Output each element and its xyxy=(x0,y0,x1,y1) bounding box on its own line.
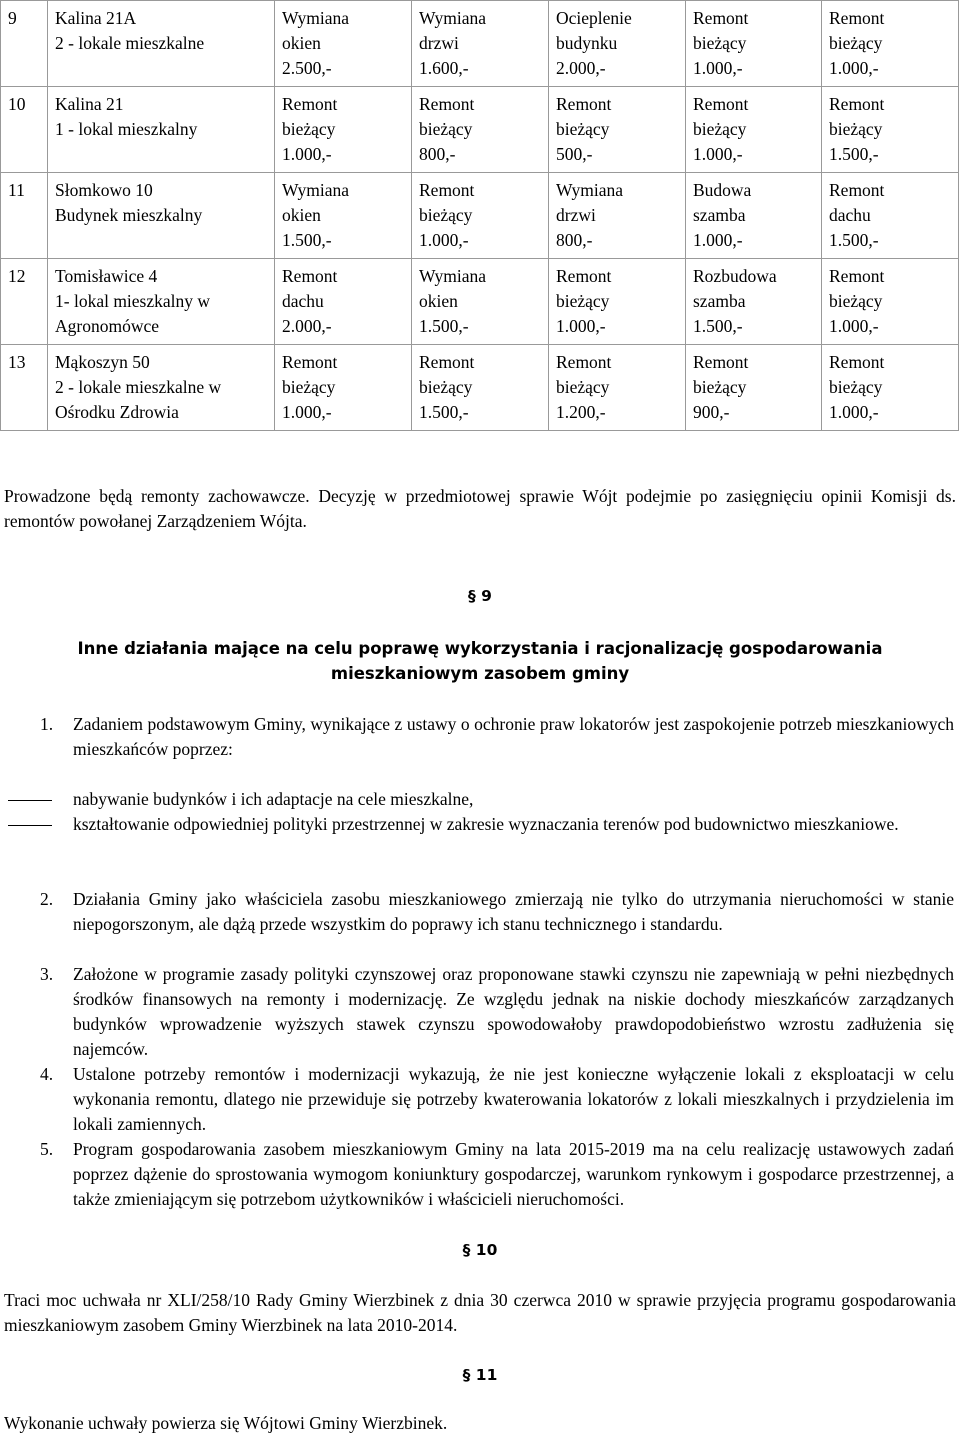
repair-cell: Remont bieżący 1.000,- xyxy=(822,1,959,87)
item-number: 5. xyxy=(40,1139,54,1159)
repair-cell: Wymiana drzwi 800,- xyxy=(549,173,686,259)
row-address: Mąkoszyn 50 2 - lokale mieszkalne w Ośrodku Zdrowia xyxy=(48,345,275,431)
item-number: 2. xyxy=(40,889,54,909)
repair-cell: Remont bieżący 1.500,- xyxy=(822,87,959,173)
repair-cell: Ocieplenie budynku 2.000,- xyxy=(549,1,686,87)
repair-cell: Remont bieżący 1.000,- xyxy=(275,87,412,173)
row-address: Tomisławice 4 1- lokal mieszkalny w Agronomówce xyxy=(48,259,275,345)
item-number: 1. xyxy=(40,714,54,734)
repair-cell: Rozbudowa szamba 1.500,- xyxy=(686,259,822,345)
section-9-heading: Inne działania mające na celu poprawę wykorzystania i racjonalizację gospodarowania mieszkaniowym zasobem gminy xyxy=(77,639,883,683)
item-number: 4. xyxy=(40,1064,54,1084)
row-number: 12 xyxy=(1,259,48,345)
repair-cell: Remont bieżący 1.000,- xyxy=(412,173,549,259)
item-text: Działania Gminy jako właściciela zasobu mieszkaniowego zmierzają nie tylko do utrzymania nieruchomości w stanie niepogorszonym, ale dążą przede wszystkim do poprawy ich stanu technicznego i standardu. xyxy=(73,889,954,934)
item-number: 3. xyxy=(40,964,54,984)
repair-cell: Wymiana okien 2.500,- xyxy=(275,1,412,87)
section-9-mark: § 9 xyxy=(468,587,492,605)
repair-cell: Remont dachu 2.000,- xyxy=(275,259,412,345)
repair-cell: Remont bieżący 900,- xyxy=(686,345,822,431)
row-number: 10 xyxy=(1,87,48,173)
dash-bullet xyxy=(8,825,52,826)
table-row xyxy=(1,173,959,259)
repair-cell: Remont bieżący 1.000,- xyxy=(686,1,822,87)
item-text: Program gospodarowania zasobem mieszkaniowym Gminy na lata 2015-2019 ma na celu realizację ustawowych zadań poprzez dążenie do sprostowania wymogom koniunktury gospodarczej, warunkom rynkowym i gospodarce przestrzennej, a także zmieniającym się potrzebom użytkowników i właścicieli nieruchomości. xyxy=(73,1139,954,1209)
repair-cell: Remont bieżący 1.000,- xyxy=(686,87,822,173)
section-10-mark: § 10 xyxy=(462,1241,498,1259)
row-address: Kalina 21A 2 - lokale mieszkalne xyxy=(48,1,275,87)
table-row xyxy=(1,259,959,345)
dash-bullet xyxy=(8,800,52,801)
repair-cell: Remont bieżący 1.500,- xyxy=(412,345,549,431)
table-row xyxy=(1,1,959,87)
table-row xyxy=(1,345,959,431)
repair-cell: Remont bieżący 500,- xyxy=(549,87,686,173)
repair-cell: Remont bieżący 800,- xyxy=(412,87,549,173)
row-number: 11 xyxy=(1,173,48,259)
row-number: 9 xyxy=(1,1,48,87)
item-text: Ustalone potrzeby remontów i modernizacji wykazują, że nie jest konieczne wyłączenie lokali z eksploatacji w celu wykonania remontu, dlatego nie przewiduje się potrzeby kwaterowania lokatorów z lokali mieszkalnych i przydzielenia im lokali zamiennych. xyxy=(73,1064,954,1134)
repairs-table xyxy=(0,0,959,431)
bullet-text: nabywanie budynków i ich adaptacje na cele mieszkalne, xyxy=(73,789,474,809)
item-text: Zadaniem podstawowym Gminy, wynikające z ustawy o ochronie praw lokatorów jest zaspokojenie potrzeb mieszkaniowych mieszkańców poprzez: xyxy=(73,714,954,759)
repair-cell: Remont bieżący 1.000,- xyxy=(822,259,959,345)
repair-cell: Remont bieżący 1.000,- xyxy=(822,345,959,431)
row-address: Słomkowo 10 Budynek mieszkalny xyxy=(48,173,275,259)
repair-cell: Remont bieżący 1.000,- xyxy=(275,345,412,431)
repair-cell: Wymiana drzwi 1.600,- xyxy=(412,1,549,87)
section-11-text: Wykonanie uchwały powierza się Wójtowi Gminy Wierzbinek. xyxy=(4,1413,448,1433)
repair-cell: Wymiana okien 1.500,- xyxy=(412,259,549,345)
repair-cell: Wymiana okien 1.500,- xyxy=(275,173,412,259)
section-10-text: Traci moc uchwała nr XLI/258/10 Rady Gminy Wierzbinek z dnia 30 czerwca 2010 w sprawie przyjęcia programu gospodarowania mieszkaniowym zasobem Gminy Wierzbinek na lata 2010-2014. xyxy=(4,1290,956,1335)
row-number: 13 xyxy=(1,345,48,431)
section-11-mark: § 11 xyxy=(462,1366,498,1384)
repair-cell: Remont dachu 1.500,- xyxy=(822,173,959,259)
item-text: Założone w programie zasady polityki czynszowej oraz proponowane stawki czynszu nie zapewniają w pełni niezbędnych środków finansowych na remonty i modernizację. Ze względu jednak na niskie dochody mieszkańców zarządzanych budynków wprowadzenie wyższych stawek czynszu spowodowałoby prawdopodobieństwo wzrostu zadłużenia się najemców. xyxy=(73,964,954,1059)
row-address: Kalina 21 1 - lokal mieszkalny xyxy=(48,87,275,173)
repair-cell: Budowa szamba 1.000,- xyxy=(686,173,822,259)
repair-cell: Remont bieżący 1.000,- xyxy=(549,259,686,345)
bullet-text: kształtowanie odpowiedniej polityki przestrzennej w zakresie wyznaczania terenów pod budownictwo mieszkaniowe. xyxy=(73,814,899,834)
intro-paragraph: Prowadzone będą remonty zachowawcze. Decyzję w przedmiotowej sprawie Wójt podejmie po zasięgnięciu opinii Komisji ds. remontów powołanej Zarządzeniem Wójta. xyxy=(4,486,956,531)
table-row xyxy=(1,87,959,173)
repair-cell: Remont bieżący 1.200,- xyxy=(549,345,686,431)
